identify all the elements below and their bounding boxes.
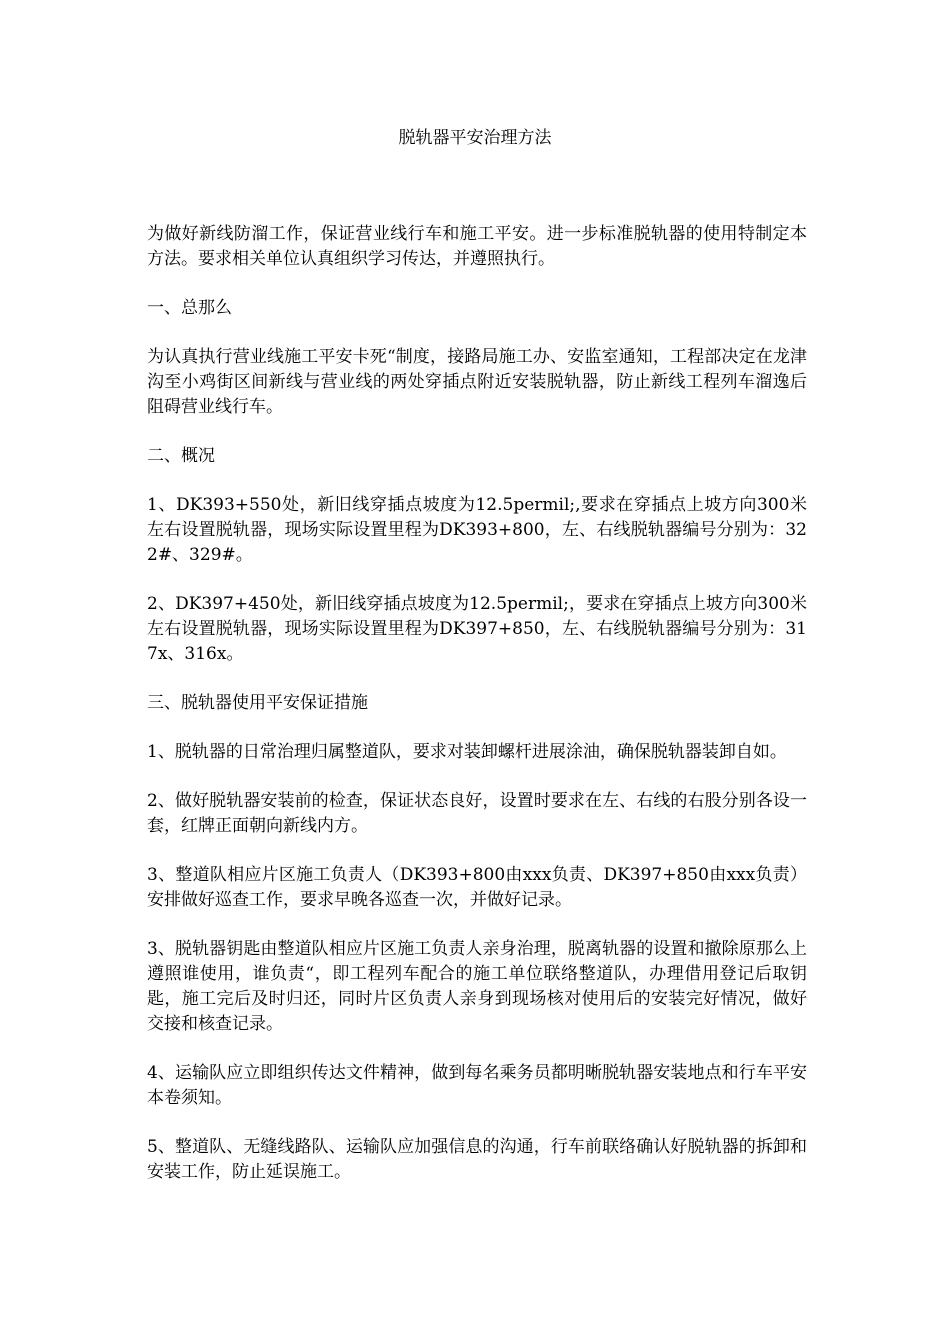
measure-item-5: 5、整道队、无缝线路队、运输队应加强信息的沟通，行车前联络确认好脱轨器的拆卸和安装工作，防止延误施工。 <box>147 1137 807 1182</box>
overview-item-1: 1、DK393+550处，新旧线穿插点坡度为12.5permil;,要求在穿插点上坡方向300米左右设置脱轨器，现场实际设置里程为DK393+800，左、右线脱轨器编号分别为：322#、329#。 <box>147 495 807 565</box>
measure-item-4: 4、运输队应立即组织传达文件精神，做到每名乘务员都明晰脱轨器安装地点和行车平安本卷须知。 <box>147 1063 807 1108</box>
measure-item-2: 2、做好脱轨器安装前的检查，保证状态良好，设置时要求在左、右线的右股分别各设一套，红牌正面朝向新线内方。 <box>147 791 807 836</box>
intro-paragraph: 为做好新线防溜工作，保证营业线行车和施工平安。进一步标准脱轨器的使用特制定本方法。要求相关单位认真组织学习传达，并遵照执行。 <box>147 224 807 269</box>
measure-item-1: 1、脱轨器的日常治理归属整道队，要求对装卸螺杆进展涂油，确保脱轨器装卸自如。 <box>147 742 787 762</box>
measure-item-3a: 3、整道队相应片区施工负责人（DK393+800由xxx负责、DK397+850由xxx负责）安排做好巡查工作，要求早晚各巡查一次，并做好记录。 <box>147 865 807 910</box>
overview-item-2: 2、DK397+450处，新旧线穿插点坡度为12.5permil;，要求在穿插点上坡方向300米左右设置脱轨器，现场实际设置里程为DK397+850，左、右线脱轨器编号分别为：317x、316x。 <box>147 594 807 664</box>
measure-item-3b: 3、脱轨器钥匙由整道队相应片区施工负责人亲身治理，脱离轨器的设置和撤除原那么上遵照谁使用，谁负责“，即工程列车配合的施工单位联络整道队，办理借用登记后取钥匙，施工完后及时归还，同时片区负责人亲身到现场核对使用后的安装完好情况，做好交接和核查记录。 <box>147 939 807 1034</box>
document-body <box>147 222 807 1209</box>
section-heading-overview: 二、概况 <box>147 446 215 466</box>
document-title: 脱轨器平安治理方法 <box>398 128 552 148</box>
section-heading-general: 一、总那么 <box>147 298 232 318</box>
general-paragraph: 为认真执行营业线施工平安卡死“制度，接路局施工办、安监室通知，工程部决定在龙津沟至小鸡街区间新线与营业线的两处穿插点附近安装脱轨器，防止新线工程列车溜逸后阻碍营业线行车。 <box>147 347 807 417</box>
section-heading-measures: 三、脱轨器使用平安保证措施 <box>147 693 368 713</box>
